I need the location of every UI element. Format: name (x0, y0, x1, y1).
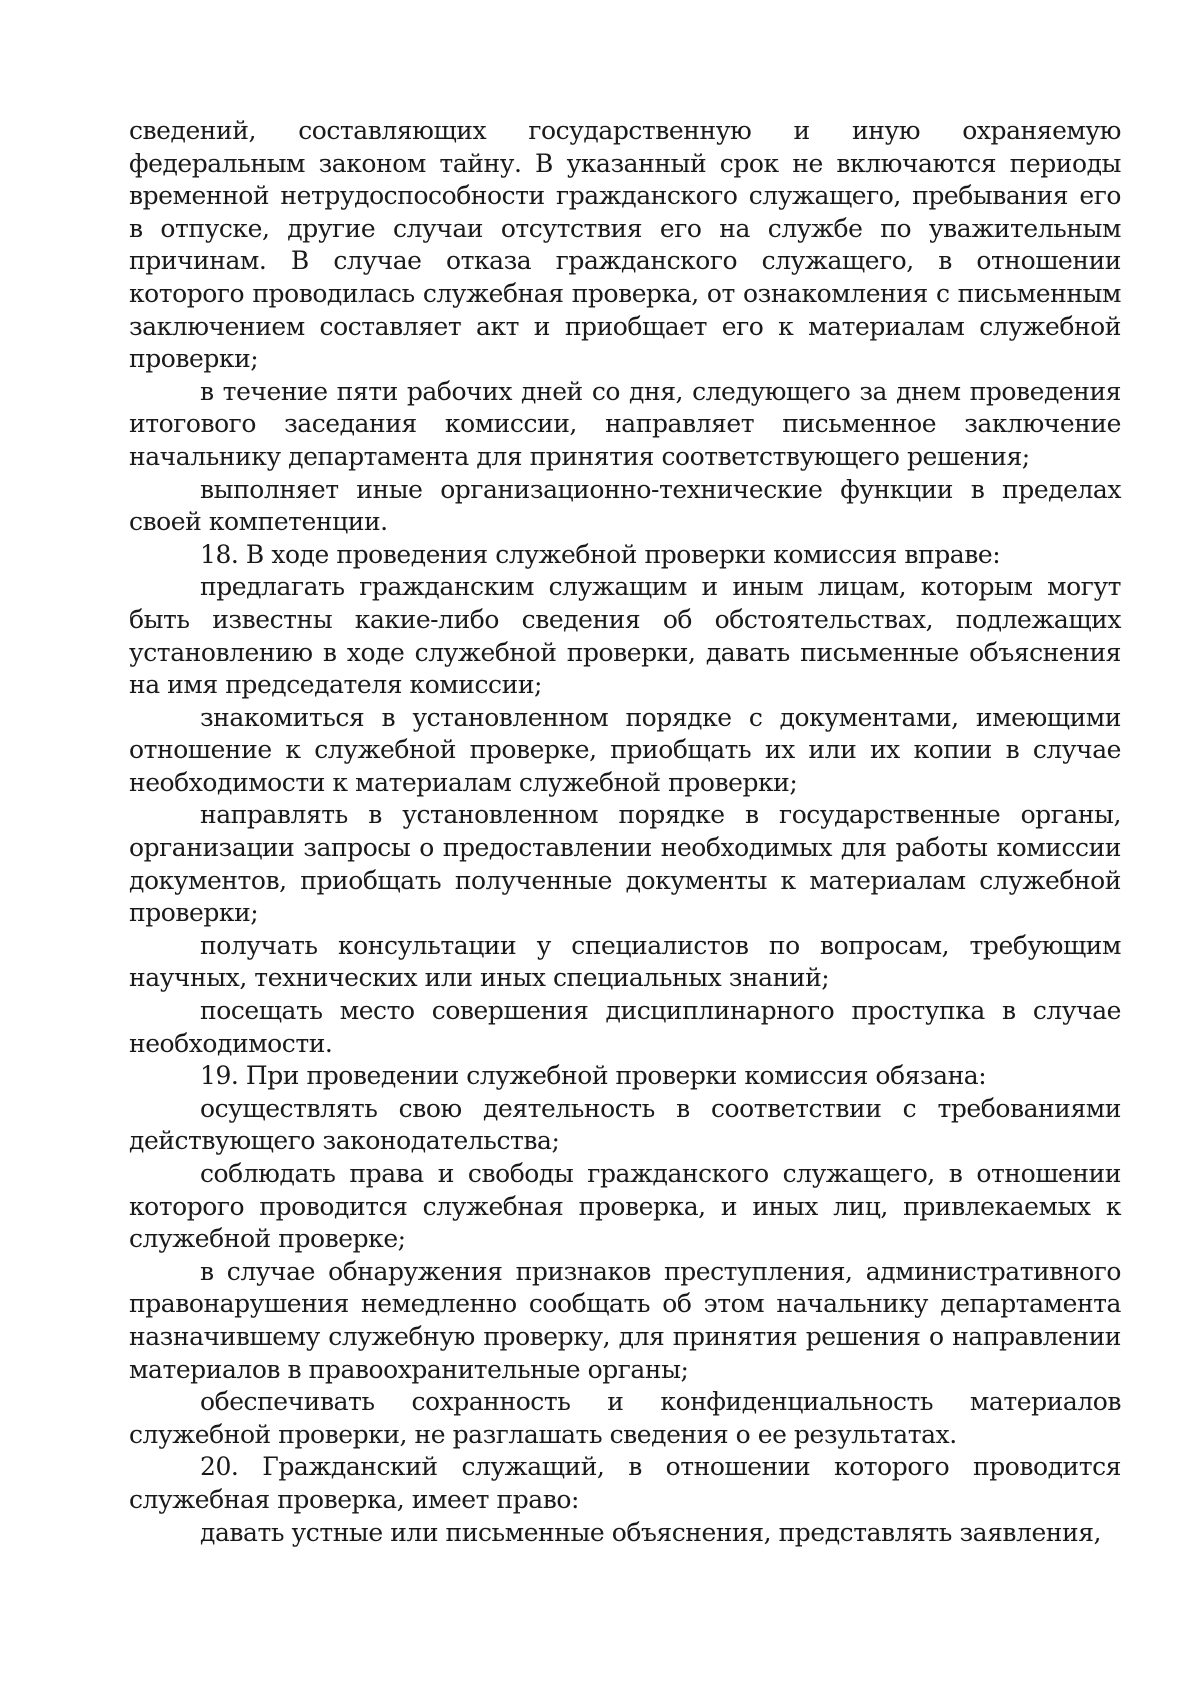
paragraph-4: 18. В ходе проведения служебной проверки комиссия вправе: (200, 539, 1001, 569)
paragraph-7: направлять в установленном порядке в государственные органы, организации запросы о предоставлении необходимых для работы комиссии документов, приобщать полученные документы к материалам служебной проверки; (129, 800, 1121, 928)
paragraph-16: давать устные или письменные объяснения, представлять заявления, (200, 1517, 1102, 1547)
paragraph-6: знакомиться в установленном порядке с документами, имеющими отношение к служебной проверке, приобщать их или их копии в случае необходимости к материалам служебной проверки; (129, 702, 1121, 797)
paragraph-2: в течение пяти рабочих дней со дня, следующего за днем проведения итогового заседания комиссии, направляет письменное заключение начальнику департамента для принятия соответствующего решения; (129, 376, 1121, 471)
paragraph-8: получать консультации у специалистов по вопросам, требующим научных, технических или иных специальных знаний; (129, 930, 1121, 993)
paragraph-15: 20. Гражданский служащий, в отношении которого проводится служебная проверка, имеет право: (129, 1452, 1121, 1514)
paragraph-3: выполняет иные организационно-технические функции в пределах своей компетенции. (129, 474, 1121, 537)
paragraph-13: в случае обнаружения признаков преступления, административного правонарушения немедленно сообщать об этом начальнику департамента назначившему служебную проверку, для принятия решения о направлении материалов в правоохранительные органы; (129, 1256, 1121, 1384)
paragraph-11: осуществлять свою деятельность в соответствии с требованиями действующего законодательства; (129, 1093, 1121, 1156)
paragraph-10: 19. При проведении служебной проверки комиссия обязана: (200, 1061, 987, 1091)
document-body (129, 115, 1121, 1549)
paragraph-12: соблюдать права и свободы гражданского служащего, в отношении которого проводится служебная проверка, и иных лиц, привлекаемых к служебной проверке; (129, 1159, 1121, 1254)
paragraph-9: посещать место совершения дисциплинарного проступка в случае необходимости. (129, 996, 1121, 1058)
paragraph-1: сведений, составляющих государственную и иную охраняемую федеральным законом тайну. В указанный срок не включаются периоды временной нетрудоспособности гражданского служащего, пребывания его в отпуске, другие случаи отсутствия его на службе по уважительным причинам. В случае отказа гражданского служащего, в отношении которого проводилась служебная проверка, от ознакомления с письменным заключением составляет акт и приобщает его к материалам служебной проверки; (129, 116, 1121, 374)
paragraph-5: предлагать гражданским служащим и иным лицам, которым могут быть известны какие-либо сведения об обстоятельствах, подлежащих установлению в ходе служебной проверки, давать письменные объяснения на имя председателя комиссии; (129, 572, 1121, 700)
paragraph-14: обеспечивать сохранность и конфиденциальность материалов служебной проверки, не разглашать сведения о ее результатах. (129, 1387, 1121, 1449)
